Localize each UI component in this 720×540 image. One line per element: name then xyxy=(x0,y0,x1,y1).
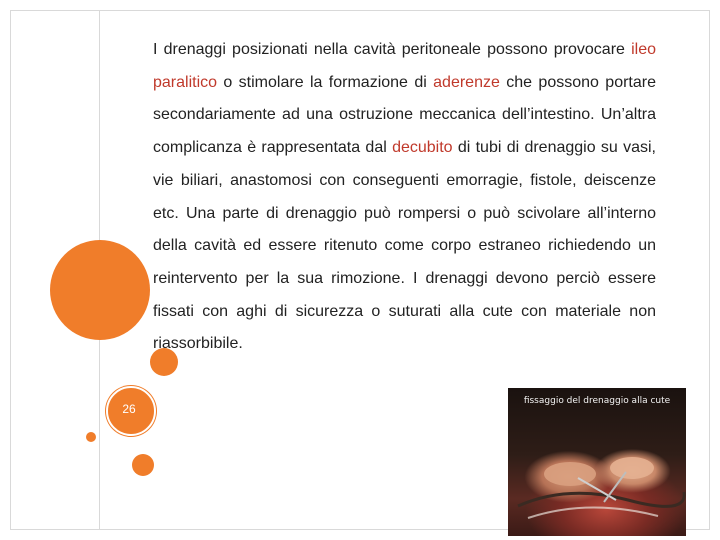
photo-caption: fissaggio del drenaggio alla cute xyxy=(523,396,671,406)
text-run: che possono portare secondariamente ad una ostruzione meccanica dell’intestino. Un’altra complicanza è rappresentata dal xyxy=(153,73,656,157)
highlight-term: aderenze xyxy=(433,73,500,91)
decorative-circle-small xyxy=(86,432,96,442)
page-number: 26 xyxy=(122,402,136,416)
body-paragraph xyxy=(153,34,656,361)
text-run: I drenaggi posizionati nella cavità peritoneale possono provocare xyxy=(153,41,632,58)
highlight-term: ileo paralitico xyxy=(153,41,656,91)
decorative-circle-dot xyxy=(132,454,154,476)
text-run: di tubi di drenaggio su vasi, vie biliari, anastomosi con conseguenti emorragie, fistole, deiscenze etc. Una parte di drenaggio può rompersi o può scivolare all’interno della cavità ed essere ritenuto come corpo estraneo richiedendo un reintervento per la sua rimozione. I drenaggi devono perciò essere fissati con aghi di sicurezza o suturati alla cute con materiale non riassorbibile. xyxy=(153,139,656,353)
decorative-circle-large xyxy=(50,240,150,340)
surgical-photo xyxy=(508,388,686,536)
surgical-scene-drawing xyxy=(508,388,686,536)
text-run: o stimolare la formazione di xyxy=(217,73,434,91)
highlight-term: decubito xyxy=(392,139,453,157)
